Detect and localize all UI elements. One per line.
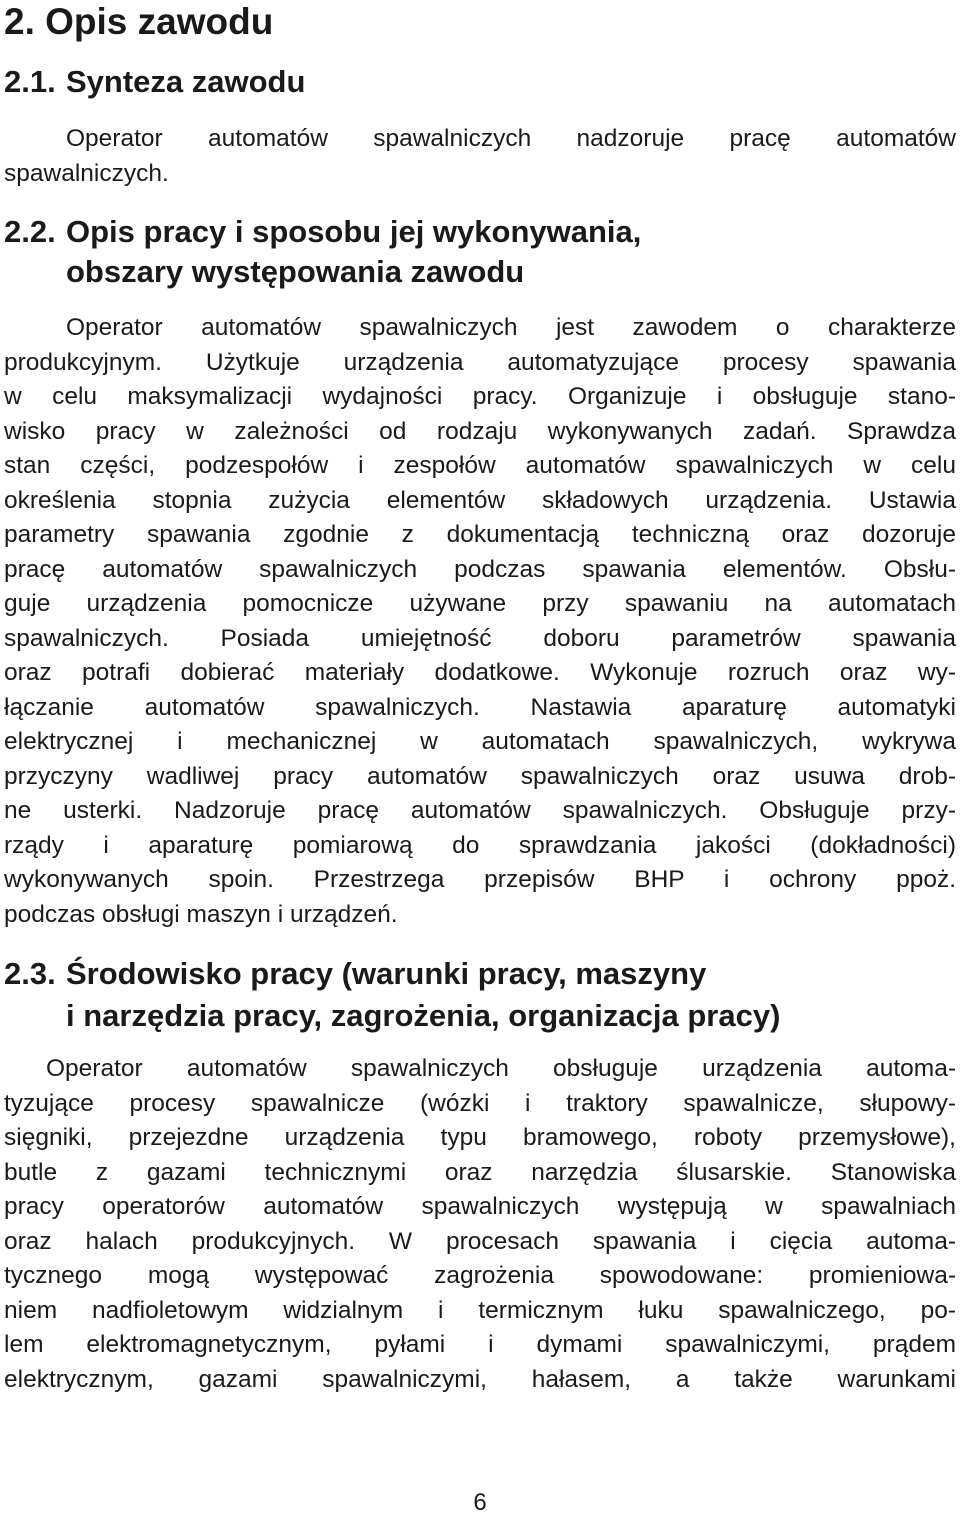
section-body-2-2 bbox=[4, 311, 956, 932]
section-title: Synteza zawodu bbox=[66, 64, 306, 99]
text-line: stan części, podzespołów i zespołów automatów spawalniczych w celu bbox=[4, 452, 956, 479]
text-line: tycznego mogą występować zagrożenia spowodowane: promieniowa- bbox=[4, 1262, 956, 1289]
text-line: rządy i aparaturę pomiarową do sprawdzania jakości (dokładności) bbox=[4, 831, 956, 859]
section-number: 2.3. bbox=[4, 956, 56, 991]
text-line: elektrycznym, gazami spawalniczymi, hałasem, a także warunkami bbox=[4, 1365, 956, 1393]
text-line: lem elektromagnetycznym, pyłami i dymami spawalniczymi, prądem bbox=[4, 1331, 956, 1358]
text-line: sięgniki, przejezdne urządzenia typu bramowego, roboty przemysłowe), bbox=[4, 1124, 956, 1151]
text-line: guje urządzenia pomocnicze używane przy spawaniu na automatach bbox=[4, 590, 956, 617]
text-line: oraz potrafi dobierać materiały dodatkowe. Wykonuje rozruch oraz wy- bbox=[4, 659, 956, 686]
text-line: wisko pracy w zależności od rodzaju wykonywanych zadań. Sprawdza bbox=[4, 417, 956, 445]
text-line: parametry spawania zgodnie z dokumentacją techniczną oraz dozoruje bbox=[4, 521, 956, 548]
section-title-line: i narzędzia pracy, zagrożenia, organizacja pracy) bbox=[66, 998, 781, 1033]
section-title-line: obszary występowania zawodu bbox=[66, 254, 525, 289]
text-line: w celu maksymalizacji wydajności pracy. Organizuje i obsługuje stano- bbox=[4, 383, 956, 410]
text-line: spawalniczych. Posiada umiejętność doboru parametrów spawania bbox=[4, 624, 956, 652]
text-line: elektrycznej i mechanicznej w automatach spawalniczych, wykrywa bbox=[4, 728, 956, 755]
text-line: łączanie automatów spawalniczych. Nastawia aparaturę automatyki bbox=[4, 693, 956, 721]
text-line: podczas obsługi maszyn i urządzeń. bbox=[4, 900, 398, 928]
section-heading-2-1 bbox=[4, 62, 305, 102]
page-number: 6 bbox=[473, 1489, 487, 1516]
text-line: pracę automatów spawalniczych podczas spawania elementów. Obsłu- bbox=[4, 555, 956, 583]
text-line: spawalniczych. bbox=[4, 159, 169, 187]
text-line: pracy operatorów automatów spawalniczych występują w spawalniach bbox=[4, 1193, 956, 1220]
section-number: 2.1. bbox=[4, 64, 56, 99]
text-line: określenia stopnia zużycia elementów składowych urządzenia. Ustawia bbox=[4, 486, 956, 514]
chapter-title: 2. Opis zawodu bbox=[4, 1, 274, 42]
text-line: wykonywanych spoin. Przestrzega przepisów BHP i ochrony ppoż. bbox=[4, 866, 956, 893]
text-line: oraz halach produkcyjnych. W procesach spawania i cięcia automa- bbox=[4, 1227, 956, 1255]
text-line: tyzujące procesy spawalnicze (wózki i traktory spawalnicze, słupowy- bbox=[4, 1089, 956, 1117]
section-title-line: Opis pracy i sposobu jej wykonywania, bbox=[66, 214, 642, 249]
text-line: Operator automatów spawalniczych jest zawodem o charakterze bbox=[66, 314, 956, 341]
section-title-line: Środowisko pracy (warunki pracy, maszyny bbox=[66, 956, 707, 991]
section-heading-2-2 bbox=[4, 212, 641, 292]
text-line: niem nadfioletowym widzialnym i termicznym łuku spawalniczego, po- bbox=[4, 1296, 956, 1324]
section-number: 2.2. bbox=[4, 214, 56, 249]
section-body-2-3 bbox=[4, 1052, 956, 1397]
text-line: ne usterki. Nadzoruje pracę automatów spawalniczych. Obsługuje przy- bbox=[4, 797, 956, 824]
text-line: przyczyny wadliwej pracy automatów spawalniczych oraz usuwa drob- bbox=[4, 762, 956, 790]
text-line: produkcyjnym. Użytkuje urządzenia automatyzujące procesy spawania bbox=[4, 348, 956, 376]
text-line: butle z gazami technicznymi oraz narzędzia ślusarskie. Stanowiska bbox=[4, 1158, 956, 1186]
section-heading-2-3 bbox=[4, 953, 780, 1037]
text-line: Operator automatów spawalniczych obsługuje urządzenia automa- bbox=[46, 1055, 956, 1082]
section-body-2-1 bbox=[4, 122, 956, 191]
text-line: Operator automatów spawalniczych nadzoruje pracę automatów bbox=[66, 125, 956, 152]
